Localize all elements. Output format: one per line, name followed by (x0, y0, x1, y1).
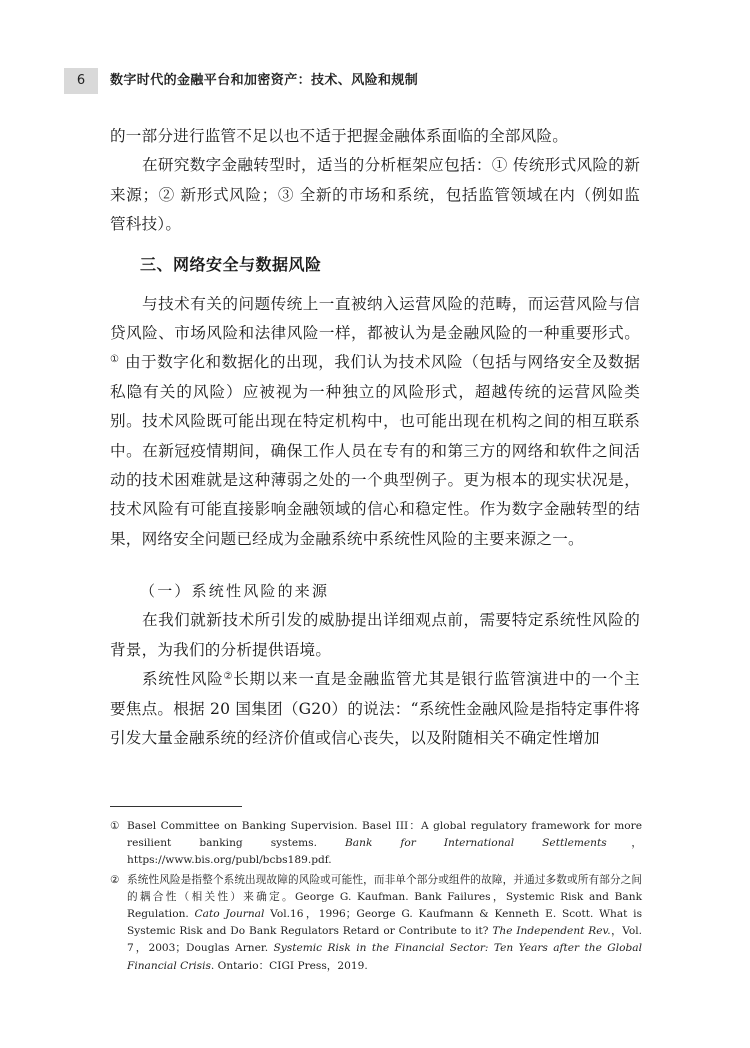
running-title: 数字时代的金融平台和加密资产：技术、风险和规制 (110, 73, 419, 88)
paragraph-5 (110, 665, 640, 753)
main-text (110, 122, 640, 753)
footnote-1 (110, 818, 642, 870)
footnote-1-mark: ① (110, 820, 120, 832)
footnote-2-italic-a: Cato Journal (194, 908, 265, 921)
paragraph-3 (110, 290, 640, 555)
paragraph-2: 在研究数字金融转型时，适当的分析框架应包括：① 传统形式风险的新来源；② 新形式风险；③ 全新的市场和系统，包括监管领域在内（例如监管科技）。 (110, 156, 640, 234)
page-header (64, 68, 686, 98)
footnote-2-italic-b: The Independent Rev. (492, 925, 611, 938)
page-number: 6 (64, 68, 98, 94)
paragraph-5-part-a: 系统性风险 (142, 670, 224, 689)
footnote-2-italic-c: Systemic Risk in the Financial Sector: Ten Years after the Global Financial Crisis (127, 942, 642, 972)
paragraph-3-part-a: 与技术有关的问题传统上一直被纳入运营风险的范畴，而运营风险与信贷风险、市场风险和法律风险一样，都被认为是金融风险的一种重要形式。 (110, 294, 640, 343)
footnote-ref-2[interactable]: ② (223, 671, 234, 683)
footnote-ref-1[interactable]: ① (110, 354, 120, 366)
footnote-2-text-a: 系统性风险是指整个系统出现故障的风险或可能性，而非单个部分或组件的故障，并通过多数或所有部分之间的耦合性（相关性）来确定。George G. Kaufman. Bank Failures，Systemic Risk and Bank Regulation. (127, 873, 642, 921)
footnote-2-mark: ② (110, 873, 120, 886)
footnote-2 (110, 872, 642, 975)
paragraph-1: 的一部分进行监管不足以也不适于把握金融体系面临的全部风险。 (110, 127, 569, 145)
footnote-1-italic-a: Bank for International Settlements (345, 837, 607, 850)
paragraph-4: 在我们就新技术所引发的威胁提出详细观点前，需要特定系统性风险的背景，为我们的分析提供语境。 (110, 611, 640, 659)
paragraph-3-part-b: 由于数字化和数据化的出现，我们认为技术风险（包括与网络安全及数据私隐有关的风险）应被视为一种独立的风险形式，超越传统的运营风险类别。技术风险既可能出现在特定机构中，也可能出现在机构之间的相互联系中。在新冠疫情期间，确保工作人员在专有的和第三方的网络和软件之间活动的技术困难就是这种薄弱之处的一个典型例子。更为根本的现实状况是，技术风险有可能直接影响金融领域的信心和稳定性。作为数字金融转型的结果，网络安全问题已经成为金融系统中系统性风险的主要来源之一。 (110, 353, 640, 548)
footnote-2-text-c: ，Vol. 7，2003；Douglas Arner. (127, 925, 643, 955)
footnote-divider (110, 806, 242, 807)
footnote-2-text-b: Vol.16，1996；George G. Kaufmann & Kenneth E. Scott. What is Systemic Risk and Do Bank Regulators Retard or Contribute to it? (127, 908, 643, 938)
section-heading: 三、网络安全与数据风险 (140, 254, 322, 274)
footnotes (110, 818, 642, 977)
footnote-1-text-b: ，https://www.bis.org/publ/bcbs189.pdf. (127, 837, 642, 867)
subsection-heading: （一）系统性风险的来源 (140, 582, 330, 601)
paragraph-5-part-b: 长期以来一直是金融监管尤其是银行监管演进中的一个主要焦点。根据 20 国集团（G20）的说法：“系统性金融风险是指特定事件将引发大量金融系统的经济价值或信心丧失，以及附随相关不确定性增加 (110, 670, 640, 747)
footnote-2-text-d: . Ontario：CIGI Press，2019. (210, 959, 368, 972)
footnote-1-text-a: Basel Committee on Banking Supervision. Basel III：A global regulatory framework for more resilient banking systems. (127, 820, 642, 850)
